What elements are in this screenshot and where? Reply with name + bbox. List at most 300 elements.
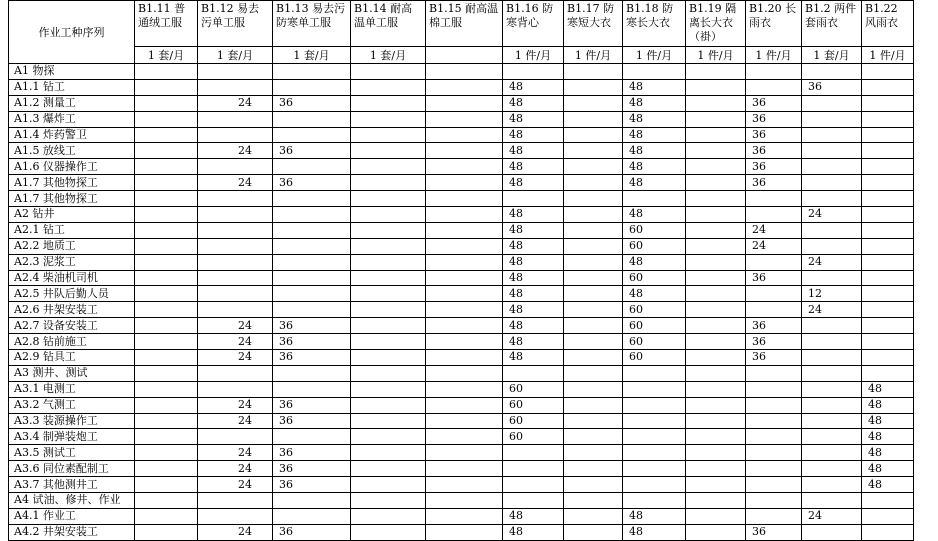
table-cell	[135, 286, 198, 302]
table-cell	[351, 461, 426, 477]
table-cell	[351, 302, 426, 318]
table-cell	[426, 461, 503, 477]
table-cell	[198, 508, 273, 524]
table-cell: 36	[746, 127, 802, 143]
table-row	[9, 350, 914, 366]
table-cell	[135, 222, 198, 238]
column-header: B1.11 普通绒工服	[135, 1, 198, 47]
table-cell	[686, 95, 746, 111]
table-cell	[862, 207, 914, 223]
row-name: A3.5 测试工	[9, 445, 135, 461]
table-cell	[686, 143, 746, 159]
table-cell	[273, 254, 351, 270]
table-cell: 24	[802, 302, 862, 318]
table-cell	[198, 79, 273, 95]
table-cell	[746, 365, 802, 381]
table-cell	[273, 270, 351, 286]
table-cell	[273, 365, 351, 381]
table-row	[9, 111, 914, 127]
table-cell: 48	[862, 429, 914, 445]
table-cell	[198, 493, 273, 509]
table-cell	[135, 350, 198, 366]
table-cell	[351, 159, 426, 175]
table-cell	[802, 429, 862, 445]
table-cell	[623, 191, 686, 207]
table-cell	[564, 238, 623, 254]
table-cell: 48	[503, 79, 564, 95]
table-cell: 36	[273, 175, 351, 191]
table-cell	[135, 143, 198, 159]
table-cell	[273, 191, 351, 207]
table-cell	[686, 175, 746, 191]
table-cell: 48	[503, 238, 564, 254]
table-cell	[135, 79, 198, 95]
table-cell	[862, 493, 914, 509]
table-cell: 48	[623, 95, 686, 111]
table-cell: 48	[503, 508, 564, 524]
table-cell	[198, 207, 273, 223]
row-name: A3 测井、测试	[9, 365, 135, 381]
table-cell	[426, 508, 503, 524]
table-cell	[802, 493, 862, 509]
table-cell	[426, 397, 503, 413]
table-cell	[198, 381, 273, 397]
table-cell: 60	[503, 397, 564, 413]
table-cell	[746, 477, 802, 493]
table-cell	[426, 334, 503, 350]
table-cell	[686, 238, 746, 254]
table-cell	[564, 493, 623, 509]
table-cell	[802, 477, 862, 493]
table-cell	[862, 175, 914, 191]
table-cell	[503, 461, 564, 477]
table-cell	[802, 111, 862, 127]
table-cell	[686, 270, 746, 286]
table-cell: 48	[503, 175, 564, 191]
table-cell	[135, 127, 198, 143]
table-cell	[564, 95, 623, 111]
table-cell	[198, 238, 273, 254]
table-cell	[198, 111, 273, 127]
table-cell	[623, 397, 686, 413]
table-cell: 36	[746, 318, 802, 334]
table-cell	[426, 159, 503, 175]
table-cell	[198, 159, 273, 175]
table-cell	[746, 64, 802, 80]
table-row	[9, 191, 914, 207]
table-row	[9, 127, 914, 143]
row-name: A1.3 爆炸工	[9, 111, 135, 127]
table-cell: 36	[273, 461, 351, 477]
row-name: A4.1 作业工	[9, 508, 135, 524]
table-cell	[503, 64, 564, 80]
table-cell	[135, 461, 198, 477]
table-cell	[802, 159, 862, 175]
table-cell	[426, 350, 503, 366]
table-cell	[862, 254, 914, 270]
table-cell	[746, 493, 802, 509]
table-cell	[564, 270, 623, 286]
table-cell	[686, 159, 746, 175]
table-cell: 48	[503, 286, 564, 302]
table-cell	[746, 461, 802, 477]
table-cell	[135, 508, 198, 524]
row-name: A3.3 装源操作工	[9, 413, 135, 429]
table-cell	[135, 381, 198, 397]
table-cell	[351, 524, 426, 540]
column-header: B1.17 防寒短大衣	[564, 1, 623, 47]
table-cell	[426, 111, 503, 127]
table-cell	[273, 508, 351, 524]
table-cell	[351, 175, 426, 191]
column-header: B1.15 耐高温棉工服	[426, 1, 503, 47]
table-cell	[351, 143, 426, 159]
table-cell	[802, 318, 862, 334]
table-cell	[686, 397, 746, 413]
table-cell	[351, 350, 426, 366]
table-cell	[623, 445, 686, 461]
row-name: A1 物探	[9, 64, 135, 80]
table-cell	[135, 207, 198, 223]
column-header: B1.16 防寒背心	[503, 1, 564, 47]
table-cell: 48	[503, 524, 564, 540]
table-cell: 36	[746, 175, 802, 191]
table-cell: 48	[503, 334, 564, 350]
table-cell	[862, 508, 914, 524]
table-cell	[862, 79, 914, 95]
table-row	[9, 493, 914, 509]
table-cell: 24	[198, 175, 273, 191]
table-cell	[351, 413, 426, 429]
table-cell	[351, 429, 426, 445]
table-row	[9, 302, 914, 318]
table-cell	[351, 238, 426, 254]
table-cell	[426, 429, 503, 445]
column-header: B1.12 易去污单工服	[198, 1, 273, 47]
table-row	[9, 95, 914, 111]
table-cell	[198, 222, 273, 238]
table-cell: 24	[198, 350, 273, 366]
table-cell	[746, 508, 802, 524]
row-name: A2.6 井架安装工	[9, 302, 135, 318]
table-cell	[564, 175, 623, 191]
column-header-row	[9, 1, 914, 47]
table-cell: 48	[862, 477, 914, 493]
table-cell: 48	[623, 111, 686, 127]
table-cell: 36	[273, 397, 351, 413]
table-cell	[351, 95, 426, 111]
table-cell	[802, 95, 862, 111]
row-name: A1.2 测量工	[9, 95, 135, 111]
table-cell	[686, 254, 746, 270]
table-cell	[273, 127, 351, 143]
table-cell	[564, 286, 623, 302]
table-body	[9, 64, 914, 541]
table-cell	[686, 334, 746, 350]
table-cell	[862, 143, 914, 159]
table-cell	[564, 64, 623, 80]
table-cell	[351, 397, 426, 413]
table-cell: 36	[746, 159, 802, 175]
table-cell: 48	[862, 381, 914, 397]
row-name: A4 试油、修井、作业	[9, 493, 135, 509]
clothing-allocation-table	[8, 0, 914, 541]
table-row	[9, 334, 914, 350]
table-cell	[426, 381, 503, 397]
table-cell	[426, 477, 503, 493]
table-cell	[426, 222, 503, 238]
column-header: B1.14 耐高温单工服	[351, 1, 426, 47]
table-cell	[564, 365, 623, 381]
table-cell: 36	[273, 445, 351, 461]
table-cell: 48	[623, 207, 686, 223]
table-cell	[135, 477, 198, 493]
table-cell	[802, 270, 862, 286]
table-cell	[351, 127, 426, 143]
table-cell: 48	[623, 254, 686, 270]
table-cell	[426, 413, 503, 429]
table-cell	[198, 302, 273, 318]
table-cell	[351, 318, 426, 334]
table-cell	[686, 302, 746, 318]
table-cell	[862, 270, 914, 286]
table-cell	[135, 95, 198, 111]
table-cell: 48	[503, 143, 564, 159]
table-cell	[686, 381, 746, 397]
table-cell	[623, 365, 686, 381]
table-cell: 24	[198, 524, 273, 540]
table-cell	[862, 159, 914, 175]
table-cell	[686, 79, 746, 95]
table-row	[9, 175, 914, 191]
table-row	[9, 477, 914, 493]
table-cell	[623, 413, 686, 429]
table-cell	[351, 191, 426, 207]
table-cell	[686, 350, 746, 366]
table-cell	[135, 175, 198, 191]
table-row	[9, 64, 914, 80]
table-cell	[746, 397, 802, 413]
table-cell: 24	[198, 318, 273, 334]
table-row	[9, 381, 914, 397]
column-unit: 1 件/月	[862, 47, 914, 64]
table-cell	[862, 334, 914, 350]
table-row	[9, 429, 914, 445]
table-cell: 36	[273, 143, 351, 159]
table-cell: 48	[623, 159, 686, 175]
table-cell: 36	[746, 334, 802, 350]
table-cell	[135, 334, 198, 350]
table-cell	[564, 445, 623, 461]
table-cell	[686, 413, 746, 429]
column-unit: 1 套/月	[802, 47, 862, 64]
table-row	[9, 143, 914, 159]
table-cell	[746, 429, 802, 445]
table-cell	[746, 191, 802, 207]
table-row	[9, 254, 914, 270]
table-cell	[862, 191, 914, 207]
column-unit: 1 件/月	[623, 47, 686, 64]
table-cell: 48	[503, 222, 564, 238]
table-cell	[623, 477, 686, 493]
table-cell	[135, 111, 198, 127]
row-name: A1.7 其他物探工	[9, 175, 135, 191]
table-cell	[273, 159, 351, 175]
table-cell: 24	[198, 413, 273, 429]
table-cell: 60	[623, 238, 686, 254]
row-name: A1.7 其他物探工	[9, 191, 135, 207]
table-cell	[198, 365, 273, 381]
row-name: A2.4 柴油机司机	[9, 270, 135, 286]
table-row	[9, 286, 914, 302]
row-name: A1.5 放线工	[9, 143, 135, 159]
table-cell: 48	[623, 127, 686, 143]
table-cell	[862, 365, 914, 381]
table-cell	[135, 429, 198, 445]
table-cell	[802, 191, 862, 207]
table-cell: 24	[802, 207, 862, 223]
table-row	[9, 207, 914, 223]
table-cell	[135, 270, 198, 286]
table-row	[9, 445, 914, 461]
column-header: B1.13 易去污防寒单工服	[273, 1, 351, 47]
table-row	[9, 508, 914, 524]
table-cell: 24	[198, 95, 273, 111]
table-cell	[686, 445, 746, 461]
table-cell	[135, 493, 198, 509]
column-unit	[426, 47, 503, 64]
table-cell: 60	[503, 429, 564, 445]
column-header: B1.22 风雨衣	[862, 1, 914, 47]
table-cell	[802, 334, 862, 350]
column-unit: 1 件/月	[564, 47, 623, 64]
table-cell	[135, 413, 198, 429]
table-cell	[426, 191, 503, 207]
table-cell: 36	[746, 143, 802, 159]
table-cell	[802, 413, 862, 429]
row-name: A4.2 井架安装工	[9, 524, 135, 540]
table-cell	[564, 79, 623, 95]
table-cell	[564, 191, 623, 207]
table-cell: 60	[623, 350, 686, 366]
table-cell: 36	[802, 79, 862, 95]
table-cell	[802, 381, 862, 397]
table-cell	[686, 477, 746, 493]
table-cell	[426, 207, 503, 223]
table-cell	[686, 111, 746, 127]
table-cell	[746, 286, 802, 302]
table-cell	[198, 254, 273, 270]
table-cell	[273, 238, 351, 254]
row-name: A3.2 气测工	[9, 397, 135, 413]
table-cell	[686, 127, 746, 143]
table-cell	[135, 238, 198, 254]
row-name: A1.4 炸药警卫	[9, 127, 135, 143]
table-cell: 24	[746, 238, 802, 254]
row-name: A3.1 电测工	[9, 381, 135, 397]
table-cell: 60	[623, 302, 686, 318]
table-cell	[426, 143, 503, 159]
table-cell	[351, 286, 426, 302]
table-cell	[564, 508, 623, 524]
table-cell: 48	[623, 508, 686, 524]
table-cell: 24	[802, 508, 862, 524]
table-cell	[426, 302, 503, 318]
table-cell	[862, 111, 914, 127]
table-cell	[564, 111, 623, 127]
table-cell	[564, 302, 623, 318]
table-cell	[273, 381, 351, 397]
row-name: A1.1 钻工	[9, 79, 135, 95]
table-cell	[351, 508, 426, 524]
table-cell: 24	[746, 222, 802, 238]
table-cell	[746, 254, 802, 270]
table-cell	[351, 445, 426, 461]
table-cell: 48	[503, 95, 564, 111]
table-cell	[135, 254, 198, 270]
table-cell	[426, 270, 503, 286]
row-name: A2.7 设备安装工	[9, 318, 135, 334]
table-cell: 48	[503, 127, 564, 143]
table-cell	[686, 286, 746, 302]
table-cell	[802, 350, 862, 366]
table-cell	[198, 127, 273, 143]
table-cell	[746, 381, 802, 397]
table-cell	[746, 413, 802, 429]
row-name: A1.6 仪器操作工	[9, 159, 135, 175]
table-cell	[273, 79, 351, 95]
table-cell	[135, 302, 198, 318]
table-cell: 36	[746, 350, 802, 366]
table-cell: 48	[862, 461, 914, 477]
table-cell: 48	[862, 397, 914, 413]
column-unit: 1 件/月	[503, 47, 564, 64]
table-cell: 48	[503, 270, 564, 286]
table-cell	[564, 477, 623, 493]
row-name: A3.7 其他测井工	[9, 477, 135, 493]
table-cell	[623, 381, 686, 397]
table-cell	[802, 64, 862, 80]
table-cell	[351, 493, 426, 509]
table-cell	[862, 238, 914, 254]
table-cell: 24	[198, 334, 273, 350]
table-cell	[426, 524, 503, 540]
table-row	[9, 270, 914, 286]
table-cell	[426, 175, 503, 191]
table-cell	[802, 397, 862, 413]
column-unit: 1 套/月	[273, 47, 351, 64]
table-cell: 24	[198, 397, 273, 413]
table-cell	[564, 143, 623, 159]
table-cell	[351, 270, 426, 286]
table-cell	[351, 111, 426, 127]
table-cell	[351, 334, 426, 350]
table-cell	[426, 64, 503, 80]
table-cell	[273, 111, 351, 127]
table-row	[9, 524, 914, 540]
table-cell: 36	[273, 524, 351, 540]
table-cell	[351, 64, 426, 80]
table-cell	[686, 429, 746, 445]
table-cell	[862, 350, 914, 366]
table-cell	[273, 64, 351, 80]
table-cell	[135, 365, 198, 381]
table-cell	[351, 254, 426, 270]
table-cell	[273, 222, 351, 238]
table-cell: 60	[623, 334, 686, 350]
table-cell	[686, 64, 746, 80]
table-cell: 24	[198, 461, 273, 477]
